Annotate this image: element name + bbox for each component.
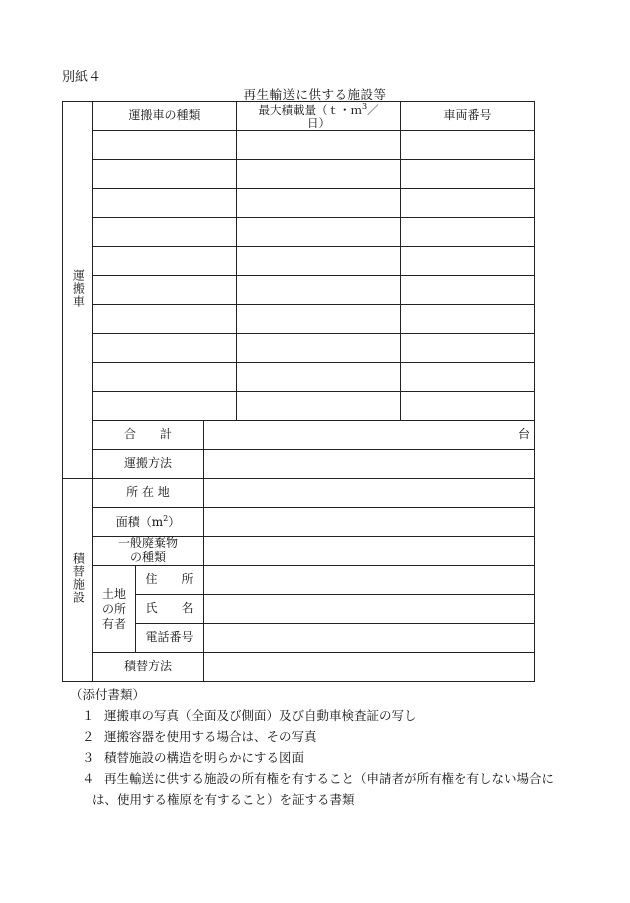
owner-phone-cell[interactable]: [204, 624, 535, 653]
attachment-item: ３ 積替施設の構造を明らかにする図面: [82, 750, 305, 765]
total-label: 合 計: [93, 421, 204, 450]
section-transfer-facility-label: 積替施設: [63, 479, 93, 682]
total-unit[interactable]: 台: [204, 421, 535, 450]
owner-name-cell[interactable]: [204, 595, 535, 624]
location-label: 所 在 地: [93, 479, 204, 508]
plate-cell[interactable]: [401, 392, 535, 421]
transfer-method-label: 積替方法: [93, 653, 204, 682]
plate-cell[interactable]: [401, 131, 535, 160]
document-label: 別紙４: [62, 70, 102, 85]
area-label: 面積$(m^2)$: [93, 508, 204, 537]
capacity-cell[interactable]: [237, 189, 401, 218]
area-cell[interactable]: [204, 508, 535, 537]
attachment-item: ４ 再生輸送に供する施設の所有権を有すること（申請者が所有権を有しない場合に: [82, 771, 555, 786]
attachments-heading: （添付書類）: [70, 687, 146, 702]
owner-phone-label: 電話番号: [136, 624, 204, 653]
waste-type-label: 一般廃棄物 の種類: [93, 537, 204, 566]
vehicle-type-cell[interactable]: [93, 334, 237, 363]
plate-cell[interactable]: [401, 218, 535, 247]
capacity-cell[interactable]: [237, 218, 401, 247]
capacity-cell[interactable]: [237, 247, 401, 276]
header-vehicle-type: 運搬車の種類: [93, 102, 237, 131]
attachment-item: １ 運搬車の写真（全面及び側面）及び自動車検査証の写し: [82, 708, 417, 723]
location-cell[interactable]: [204, 479, 535, 508]
vehicle-type-cell[interactable]: [93, 392, 237, 421]
header-plate-number: 車両番号: [401, 102, 535, 131]
vehicle-type-cell[interactable]: [93, 160, 237, 189]
vehicle-type-cell[interactable]: [93, 189, 237, 218]
capacity-cell[interactable]: [237, 305, 401, 334]
plate-cell[interactable]: [401, 189, 535, 218]
land-owner-label: 土地の所有者: [93, 566, 136, 653]
plate-cell[interactable]: [401, 160, 535, 189]
header-max-capacity: 最大積載量（ｔ・ｍ$^3$／ 日）: [237, 102, 401, 131]
plate-cell[interactable]: [401, 363, 535, 392]
transfer-method-cell[interactable]: [204, 653, 535, 682]
owner-name-label: 氏 名: [136, 595, 204, 624]
owner-address-cell[interactable]: [204, 566, 535, 595]
attachment-item: ２ 運搬容器を使用する場合は、その写真: [82, 729, 317, 744]
facility-form-table: [62, 101, 535, 682]
transport-method-label: 運搬方法: [93, 450, 204, 479]
capacity-cell[interactable]: [237, 363, 401, 392]
document-title: 再生輸送に供する施設等: [243, 87, 387, 102]
vehicle-type-cell[interactable]: [93, 218, 237, 247]
capacity-cell[interactable]: [237, 334, 401, 363]
capacity-cell[interactable]: [237, 160, 401, 189]
waste-type-cell[interactable]: [204, 537, 535, 566]
plate-cell[interactable]: [401, 305, 535, 334]
plate-cell[interactable]: [401, 334, 535, 363]
capacity-cell[interactable]: [237, 392, 401, 421]
plate-cell[interactable]: [401, 247, 535, 276]
attachments-section: [70, 684, 554, 810]
owner-address-label: 住 所: [136, 566, 204, 595]
section-vehicle-label: 運搬車: [63, 102, 93, 479]
transport-method-cell[interactable]: [204, 450, 535, 479]
vehicle-type-cell[interactable]: [93, 131, 237, 160]
capacity-cell[interactable]: [237, 276, 401, 305]
plate-cell[interactable]: [401, 276, 535, 305]
vehicle-type-cell[interactable]: [93, 305, 237, 334]
vehicle-type-cell[interactable]: [93, 363, 237, 392]
attachment-item-continuation: は、使用する権原を有すること）を証する書類: [92, 792, 355, 807]
vehicle-type-cell[interactable]: [93, 247, 237, 276]
vehicle-type-cell[interactable]: [93, 276, 237, 305]
capacity-cell[interactable]: [237, 131, 401, 160]
